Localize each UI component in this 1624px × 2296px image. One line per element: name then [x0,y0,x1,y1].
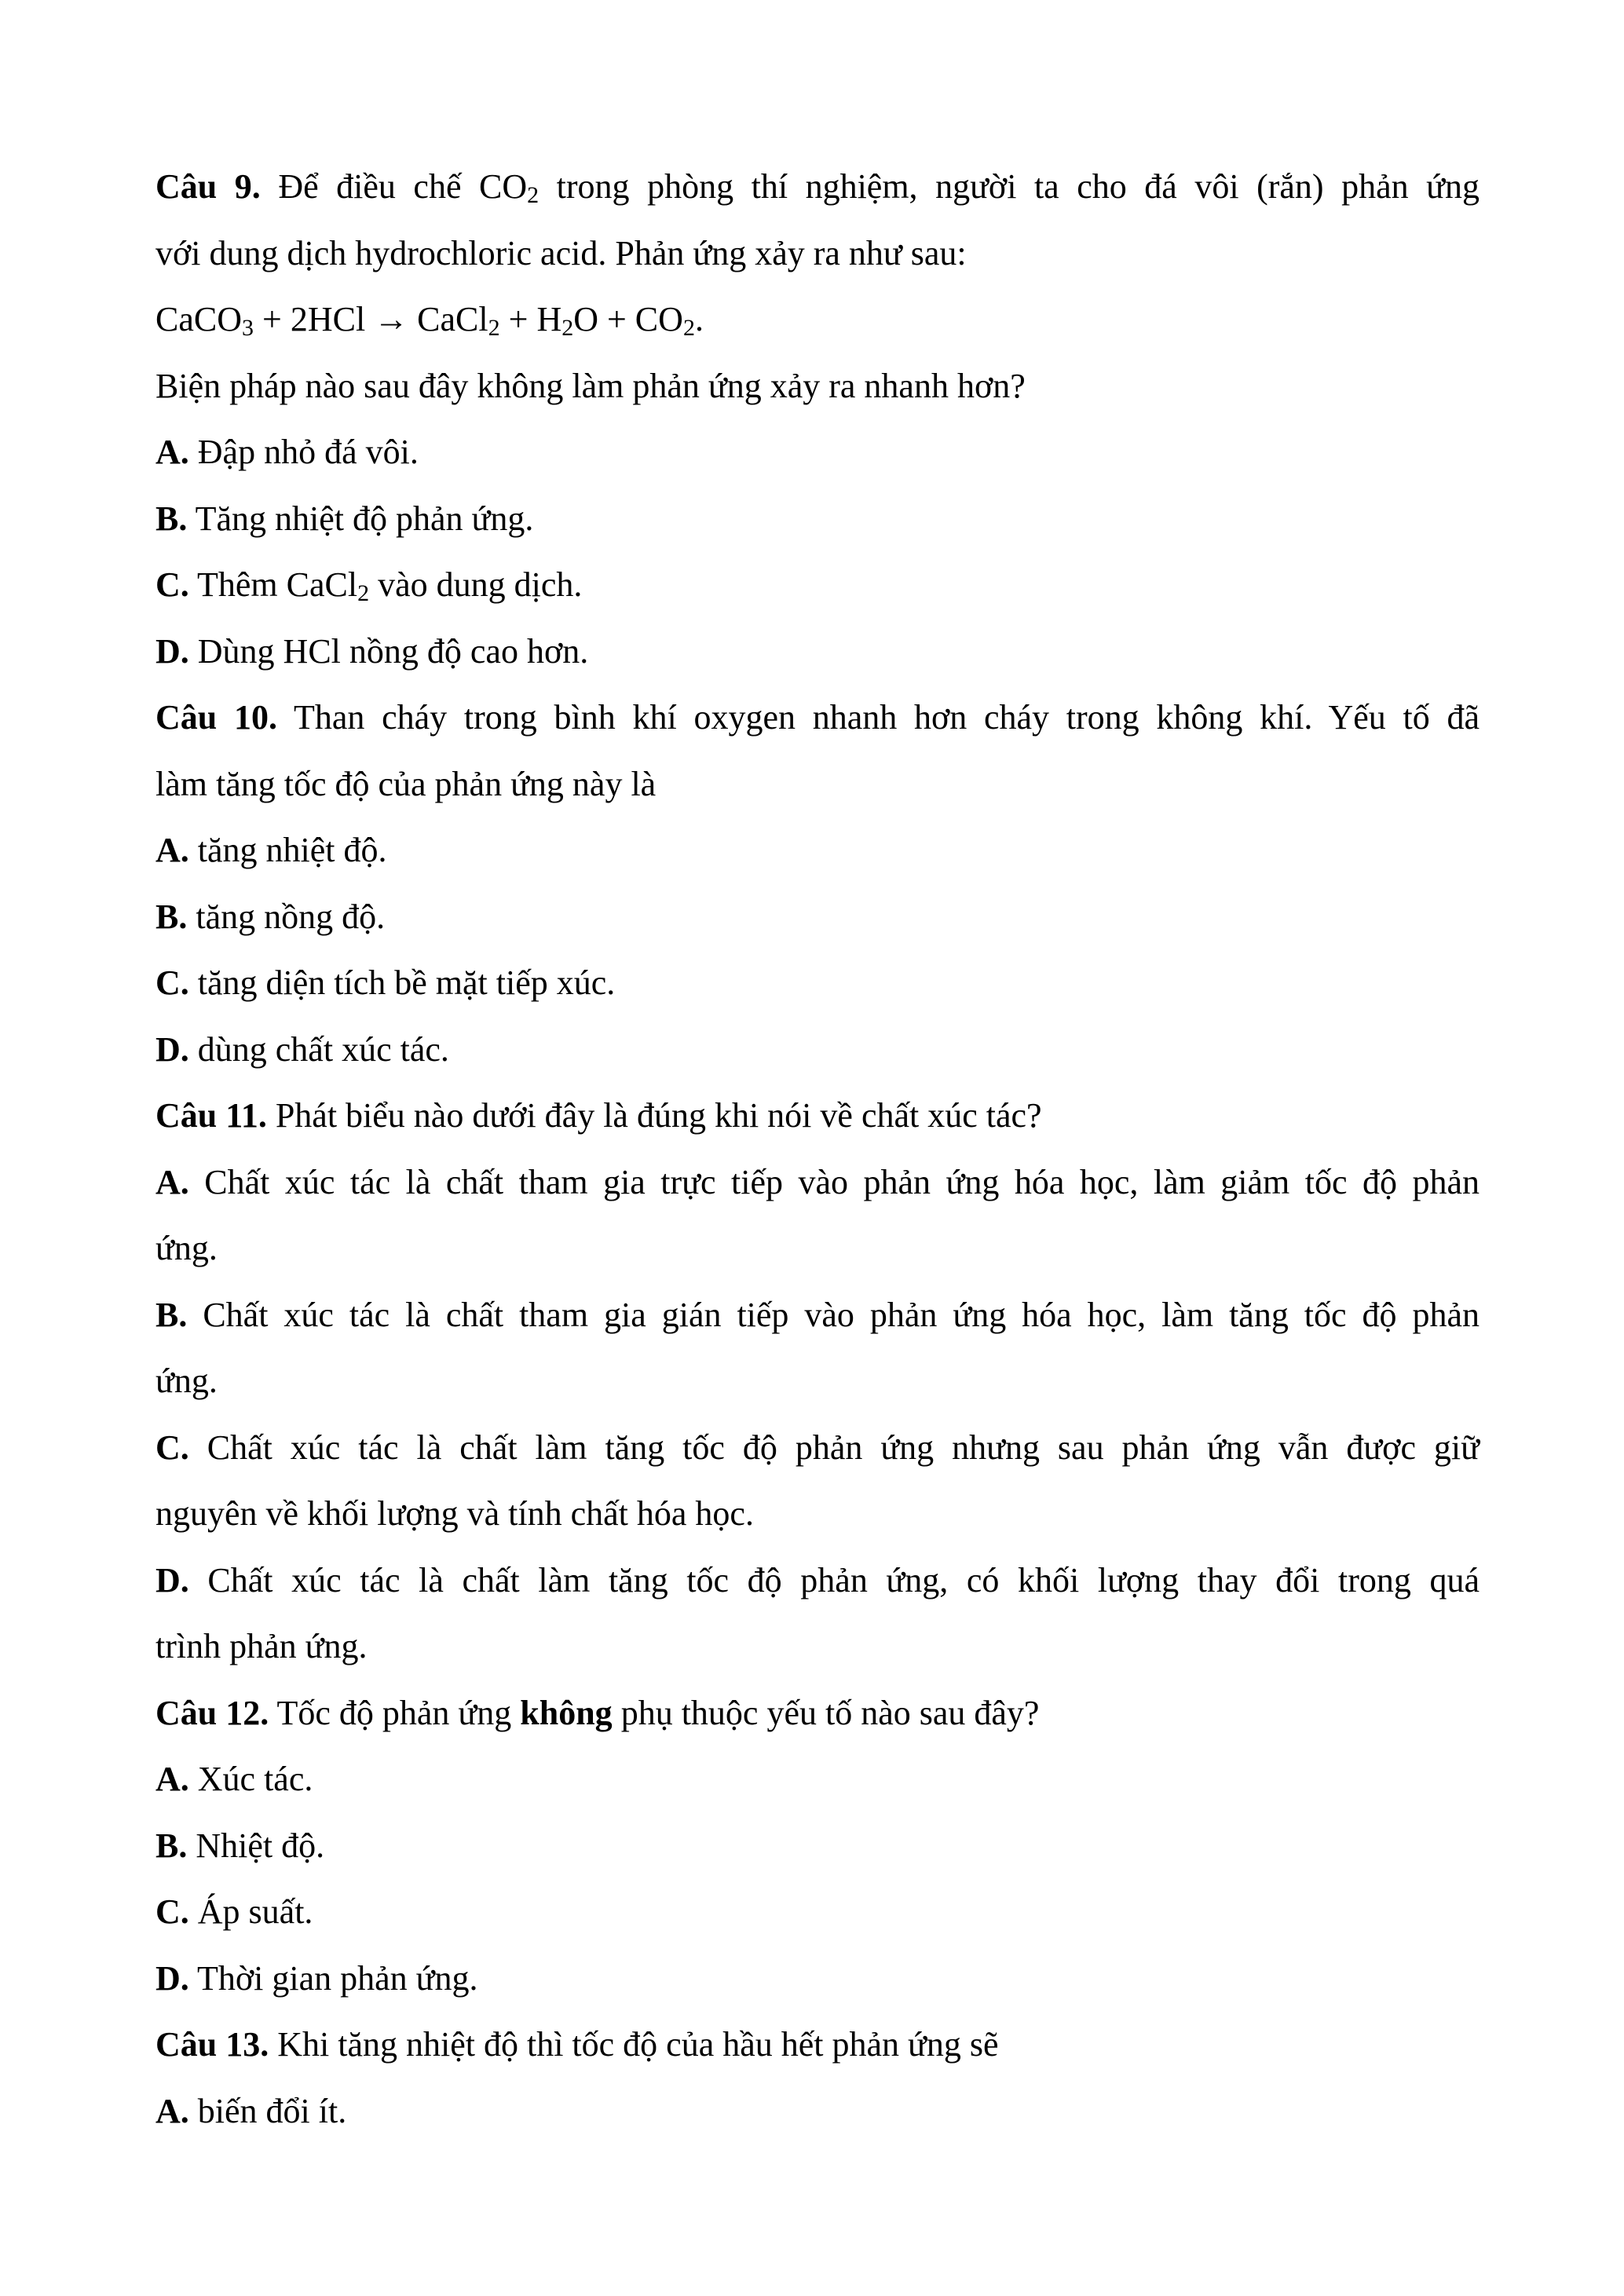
eq-s4: 2 [682,315,695,341]
q13-line1-text: Khi tăng nhiệt độ thì tốc độ của hầu hết phản ứng sẽ [277,2025,999,2064]
q11-line1 [155,1083,1480,1150]
q13-option-a [155,2078,1480,2145]
q12-a-text: Xúc tác. [197,1760,313,1798]
q11-b-label: B. [155,1295,188,1334]
q9-question: Biện pháp nào sau đây không làm phản ứng xảy ra nhanh hơn? [155,366,1026,405]
q12-b-text: Nhiệt độ. [196,1826,325,1865]
q9-c-label: C. [155,565,189,604]
q10-line1-text: Than cháy trong bình khí oxygen nhanh hơn cháy trong không khí. Yếu tố đã [293,698,1480,737]
q10-c-text: tăng diện tích bề mặt tiếp xúc. [197,963,616,1002]
eq-s3: 2 [561,315,574,341]
eq-t2: + 2HCl → CaCl [254,300,488,338]
q10-option-c [155,950,1480,1017]
document-page [155,154,1480,2144]
q12-option-a [155,1746,1480,1813]
q11-line1-text: Phát biểu nào dưới đây là đúng khi nói về chất xúc tác? [275,1096,1042,1135]
q10-b-label: B. [155,897,188,936]
q9-option-a [155,419,1480,486]
q9-option-c [155,552,1480,619]
q10-option-a [155,817,1480,884]
q11-d-label: D. [155,1560,189,1600]
q11-label: Câu 11. [155,1096,267,1135]
q9-a-text: Đập nhỏ đá vôi. [197,433,419,471]
q13-a-text: biến đổi ít. [197,2091,347,2130]
q12-b-label: B. [155,1826,188,1865]
q11-b-line1: Chất xúc tác là chất tham gia gián tiếp vào phản ứng hóa học, làm tăng tốc độ phản [203,1295,1480,1334]
q12-option-c [155,1879,1480,1946]
q9-b-label: B. [155,499,188,538]
q12-option-b [155,1813,1480,1880]
q12-a-label: A. [155,1760,189,1798]
q10-option-b [155,884,1480,951]
eq-s2: 2 [488,315,500,341]
q9-c-pre: Thêm CaCl [197,565,358,604]
q12-c-text: Áp suất. [197,1892,313,1931]
eq-t3: + H [499,300,562,338]
q13-a-label: A. [155,2091,189,2130]
q11-c-line1: Chất xúc tác là chất làm tăng tốc độ phản ứng nhưng sau phản ứng vẫn được giữ [207,1428,1480,1467]
q11-a-label: A. [155,1162,189,1201]
q10-a-label: A. [155,831,189,869]
q10-a-text: tăng nhiệt độ. [197,831,387,869]
q9-intro-post: trong phòng thí nghiệm, người ta cho đá vôi (rắn) phản ứng [539,167,1480,206]
q9-c-post: vào dung dịch. [369,565,583,604]
q11-option-b-line1 [155,1282,1480,1349]
q9-a-label: A. [155,433,189,471]
q9-label: Câu 9. [155,167,261,206]
q10-option-d [155,1017,1480,1084]
q11-option-a-line2: ứng. [155,1229,218,1267]
q9-equation [155,287,1480,353]
q12-d-text: Thời gian phản ứng. [197,1958,478,1998]
q11-c-label: C. [155,1428,189,1467]
q9-intro-pre: Để điều chế CO [278,167,528,206]
eq-t4: O + CO [573,300,683,338]
q9-d-text: Dùng HCl nồng độ cao hơn. [197,631,589,671]
q11-option-a-line1 [155,1150,1480,1216]
eq-s1: 3 [242,315,254,341]
q9-c-sub: 2 [357,580,370,606]
q11-option-b-line2: ứng. [155,1362,218,1400]
q12-line1 [155,1680,1480,1747]
eq-t5: . [694,300,704,338]
q11-option-d-line2: trình phản ứng. [155,1627,368,1665]
q10-line1 [155,685,1480,751]
q10-label: Câu 10. [155,698,277,737]
q9-intro-line2: với dung dịch hydrochloric acid. Phản ứng xảy ra như sau: [155,233,967,272]
q11-option-c-line2: nguyên về khối lượng và tính chất hóa học. [155,1494,754,1533]
q11-d-line1: Chất xúc tác là chất làm tăng tốc độ phản ứng, có khối lượng thay đổi trong quá [207,1560,1480,1600]
q10-line2: làm tăng tốc độ của phản ứng này là [155,764,657,803]
q9-option-d [155,619,1480,686]
q9-intro-sub: 2 [527,182,540,208]
q11-option-c-line1 [155,1415,1480,1482]
q9-d-label: D. [155,631,189,671]
q12-label: Câu 12. [155,1693,269,1732]
q10-c-label: C. [155,963,189,1002]
q10-d-text: dùng chất xúc tác. [197,1029,449,1069]
q9-option-b [155,486,1480,553]
q12-option-d [155,1946,1480,2013]
q11-option-d-line1 [155,1548,1480,1614]
q12-c-label: C. [155,1892,189,1931]
q12-d-label: D. [155,1958,189,1998]
eq-t1: CaCO [155,300,242,338]
q13-label: Câu 13. [155,2025,269,2064]
q13-line1 [155,2012,1480,2078]
q12-post: phụ thuộc yếu tố nào sau đây? [612,1693,1040,1732]
q10-d-label: D. [155,1029,189,1069]
q10-b-text: tăng nồng độ. [196,897,386,936]
q12-bold: không [520,1693,613,1732]
q12-pre: Tốc độ phản ứng [276,1693,521,1732]
q9-intro-line1 [155,154,1480,221]
q9-b-text: Tăng nhiệt độ phản ứng. [195,499,534,538]
q11-a-line1: Chất xúc tác là chất tham gia trực tiếp vào phản ứng hóa học, làm giảm tốc độ phản [204,1162,1480,1201]
